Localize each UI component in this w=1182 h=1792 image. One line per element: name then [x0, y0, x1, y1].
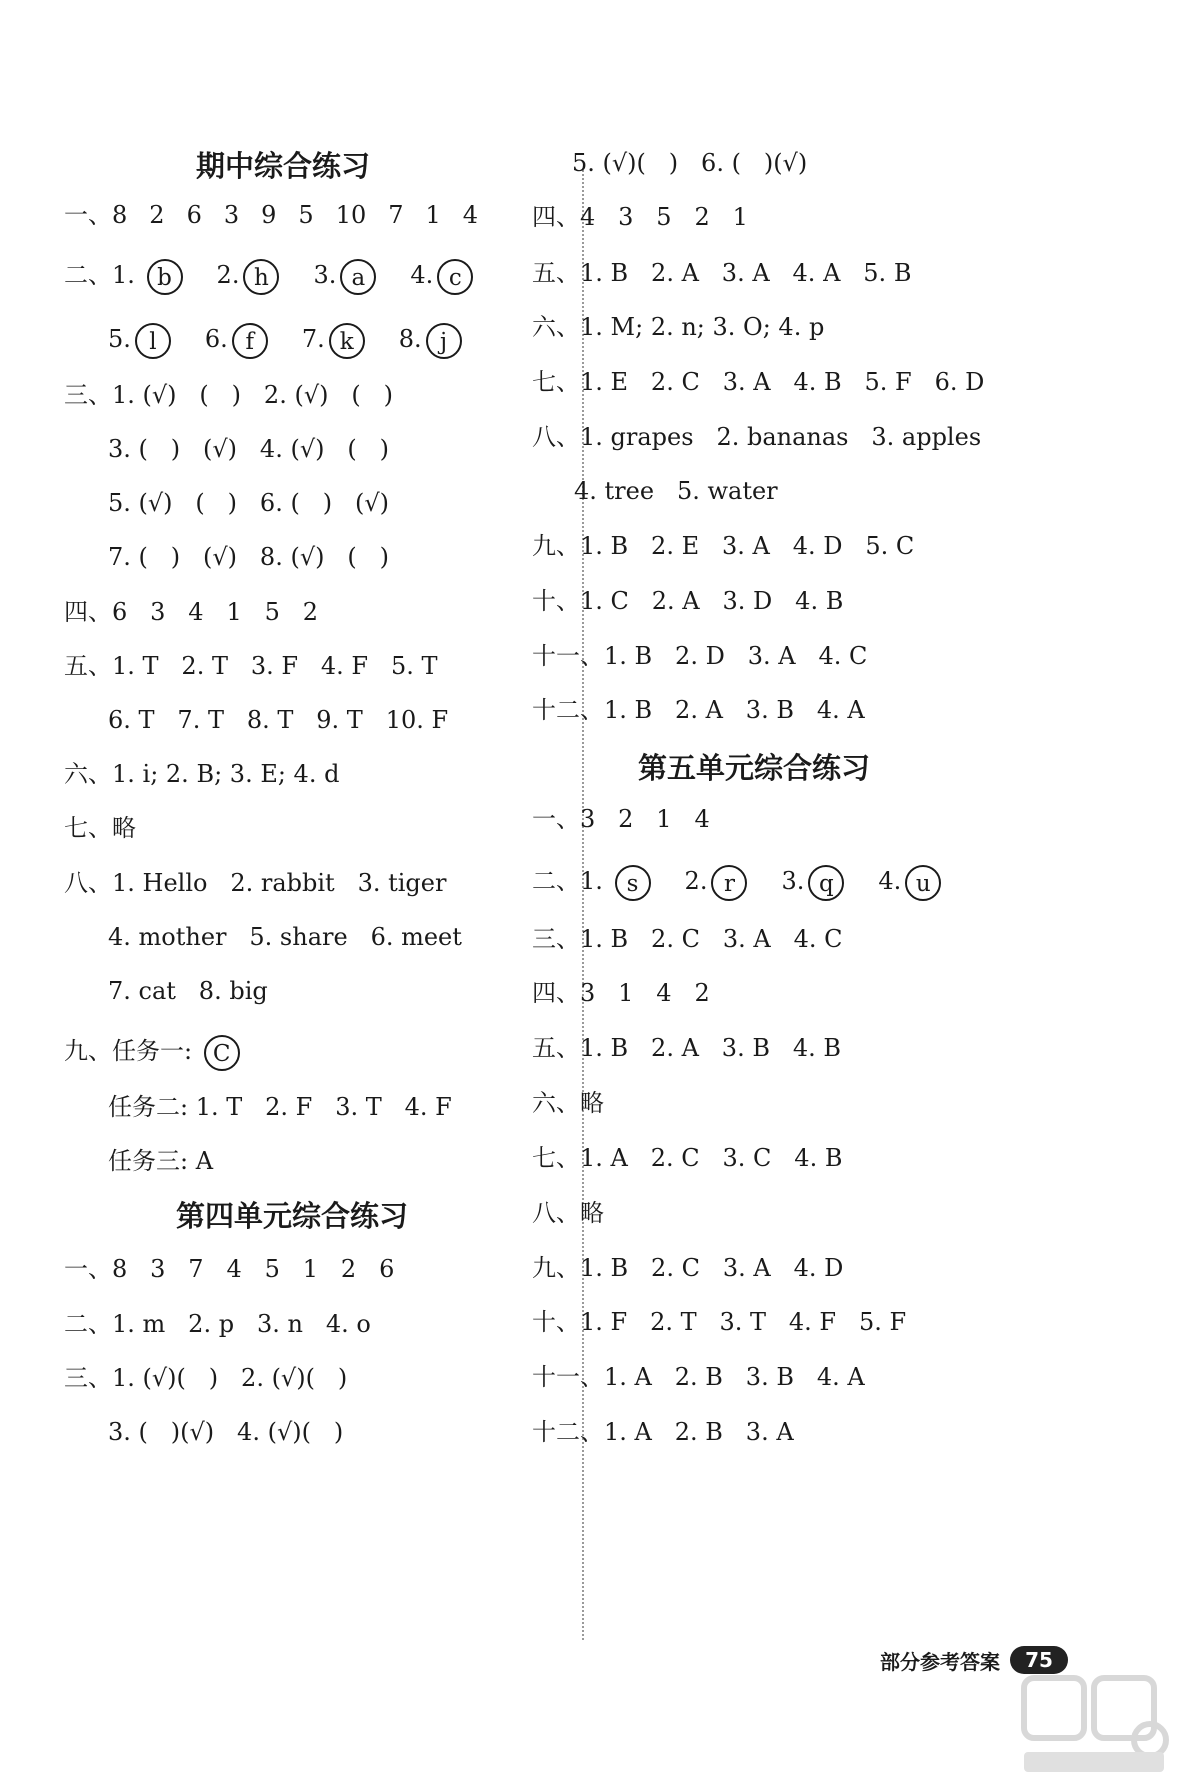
watermark-logo-icon [1020, 1670, 1170, 1780]
answer-row-midterm-q5a: 五、1. T 2. T 3. F 4. F 5. T [64, 652, 438, 680]
answer-row-midterm-q8a: 八、1. Hello 2. rabbit 3. tiger [64, 869, 447, 897]
answer-row-midterm-q8b: 4. mother 5. share 6. meet [108, 923, 462, 951]
answer-row-unit5-q10: 十、1. F 2. T 3. T 4. F 5. F [532, 1308, 907, 1336]
page-number-badge: 75 [1010, 1646, 1068, 1674]
item-number: 7. [301, 325, 325, 353]
item-number: 5. [108, 325, 131, 353]
answer-row-unit4-q6: 六、1. M; 2. n; 3. O; 4. p [532, 313, 825, 341]
answer-row-unit5-q1: 一、3 2 1 4 [532, 805, 710, 833]
answer-token: 4 [462, 201, 479, 229]
circled-letter: l [135, 323, 171, 359]
circled-letter: a [340, 259, 376, 295]
answer-row-unit4-q3c: 5. (√)( ) 6. ( )(√) [572, 149, 808, 177]
circled-letter-group [108, 325, 496, 353]
answer-row-unit5-q8: 八、略 [532, 1199, 604, 1227]
circled-letter: q [808, 865, 844, 901]
answer-row-unit5-q11: 十一、1. A 2. B 3. B 4. A [532, 1363, 865, 1391]
answer-row-unit5-q12: 十二、1. A 2. B 3. A [532, 1418, 794, 1446]
circled-letter: r [711, 865, 747, 901]
answer-row-midterm-q3-3: 5. (√) ( ) 6. ( ) (√) [108, 489, 389, 517]
answer-row-unit5-q6: 六、略 [532, 1089, 604, 1117]
answer-token: 2 [149, 201, 165, 229]
answer-row-unit4-q10: 十、1. C 2. A 3. D 4. B [532, 587, 844, 615]
answer-row-unit4-q11: 十一、1. B 2. D 3. A 4. C [532, 642, 868, 670]
answer-token: 一、8 [64, 201, 128, 229]
answer-row-midterm-q9a [64, 1034, 274, 1071]
answer-row-unit4-q3a: 三、1. (√)( ) 2. (√)( ) [64, 1364, 348, 1392]
item-number: 4. [410, 261, 434, 289]
answer-row-unit4-q5: 五、1. B 2. A 3. A 4. A 5. B [532, 259, 912, 287]
answer-row-unit4-q4: 四、4 3 5 2 1 [532, 203, 748, 231]
answer-token: 6 [186, 201, 202, 229]
answer-row-unit5-q2 [532, 864, 975, 901]
answer-row-unit4-q7: 七、1. E 2. C 3. A 4. B 5. F 6. D [532, 368, 985, 396]
item-number: 4. [878, 867, 902, 895]
answer-row-unit5-q3: 三、1. B 2. C 3. A 4. C [532, 925, 843, 953]
row-prefix: 九、任务一: [64, 1037, 193, 1065]
circled-letter-group [611, 867, 976, 895]
answer-row-midterm-q1 [64, 198, 500, 232]
answer-token: 1 [425, 201, 441, 229]
answer-row-unit4-q1: 一、8 3 7 4 5 1 2 6 [64, 1255, 395, 1283]
row-prefix: 二、1. [532, 867, 603, 895]
answer-row-midterm-q3-4: 7. ( ) (√) 8. (√) ( ) [108, 543, 389, 571]
section-title-midterm: 期中综合练习 [196, 149, 371, 183]
circled-letter: c [437, 259, 473, 295]
answer-row-unit4-q2: 二、1. m 2. p 3. n 4. o [64, 1310, 371, 1338]
answer-row-midterm-q2a [64, 258, 507, 295]
item-number: 3. [781, 867, 805, 895]
circled-letter: h [243, 259, 279, 295]
circled-letter: b [147, 259, 183, 295]
answer-row-unit5-q4: 四、3 1 4 2 [532, 979, 710, 1007]
circled-letter: s [615, 865, 651, 901]
answer-row-midterm-q9b: 任务二: 1. T 2. F 3. T 4. F [108, 1093, 452, 1121]
answer-row-midterm-q9c: 任务三: A [108, 1147, 214, 1175]
item-number: 8. [398, 325, 422, 353]
answer-row-unit5-q5: 五、1. B 2. A 3. B 4. B [532, 1034, 842, 1062]
circled-letter: k [329, 323, 365, 359]
answer-row-midterm-q6: 六、1. i; 2. B; 3. E; 4. d [64, 760, 340, 788]
circled-letter: f [232, 323, 268, 359]
answer-row-unit4-q9: 九、1. B 2. E 3. A 4. D 5. C [532, 532, 915, 560]
answer-token: 3 [223, 201, 240, 229]
answer-row-midterm-q4: 四、6 3 4 1 5 2 [64, 598, 319, 626]
answer-row-midterm-q7: 七、略 [64, 814, 136, 842]
answer-row-midterm-q3-2: 3. ( ) (√) 4. (√) ( ) [108, 435, 389, 463]
circled-letter: u [905, 865, 941, 901]
answer-row-midterm-q3-1: 三、1. (√) ( ) 2. (√) ( ) [64, 381, 393, 409]
answer-row-unit4-q8a: 八、1. grapes 2. bananas 3. apples [532, 423, 982, 451]
answer-row-midterm-q8c: 7. cat 8. big [108, 977, 268, 1005]
section-title-unit4: 第四单元综合练习 [176, 1199, 409, 1233]
circled-answer: C [204, 1035, 240, 1071]
answer-token: 5 [298, 201, 314, 229]
answer-row-unit5-q7: 七、1. A 2. C 3. C 4. B [532, 1144, 843, 1172]
item-number: 3. [313, 261, 337, 289]
answer-token: 9 [261, 201, 277, 229]
answer-row-midterm-q5b: 6. T 7. T 8. T 9. T 10. F [108, 706, 449, 734]
answer-token: 7 [388, 201, 404, 229]
row-prefix: 二、1. [64, 261, 135, 289]
answer-row-midterm-q2b [108, 322, 496, 359]
answer-row-unit4-q8b: 4. tree 5. water [574, 477, 778, 505]
section-title-unit5: 第五单元综合练习 [638, 751, 871, 785]
item-number: 2. [216, 261, 240, 289]
answer-row-unit4-q3b: 3. ( )(√) 4. (√)( ) [108, 1418, 344, 1446]
item-number: 6. [204, 325, 228, 353]
answer-row-unit4-q12: 十二、1. B 2. A 3. B 4. A [532, 696, 865, 724]
answer-row-unit5-q9: 九、1. B 2. C 3. A 4. D [532, 1254, 844, 1282]
circled-letter-group [143, 261, 508, 289]
item-number: 2. [684, 867, 708, 895]
answer-token: 10 [335, 201, 367, 229]
circled-letter: j [426, 323, 462, 359]
footer-label: 部分参考答案 [880, 1649, 1000, 1674]
